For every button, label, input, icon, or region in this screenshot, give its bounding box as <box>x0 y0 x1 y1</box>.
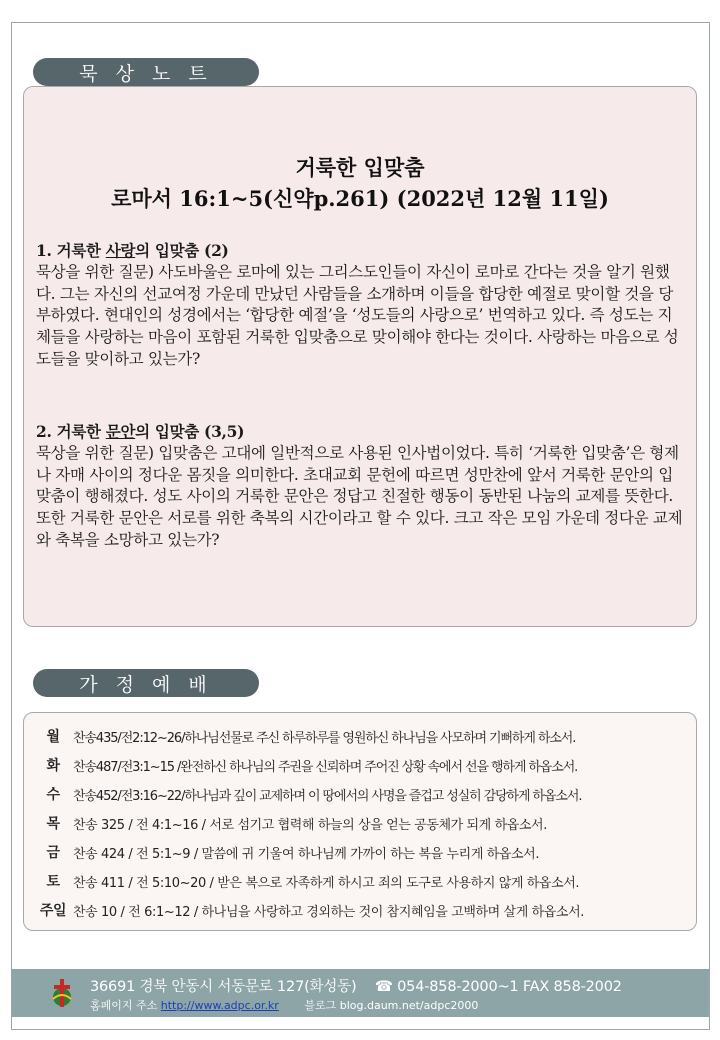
day-text: 찬송 10 / 전 6:1~12 / 하나님을 사랑하고 경외하는 것이 참지혜임을 고백하며 살게 하옵소서. <box>73 904 584 920</box>
day-text: 찬송435/전2:12~26/하나님선물로 주신 하루하루를 영원하신 하나님을 사모하며 기뻐하게 하소서. <box>73 730 576 746</box>
day-label: 수 <box>46 787 60 803</box>
meditation-scripture: 로마서 16:1~5(신약p.261) (2022년 12월 11일) <box>111 186 609 211</box>
church-cross-logo-icon <box>50 977 74 1009</box>
family-worship-row-fri <box>33 840 693 864</box>
footer-contact-line <box>90 975 622 996</box>
day-label: 주일 <box>39 903 67 919</box>
meditation-notes-label: 묵 상 노 트 <box>79 62 213 85</box>
part-1-heading: 1. 거룩한 사랑의 입맞춤 (2) <box>36 241 229 260</box>
meditation-part-2 <box>36 421 684 552</box>
footer <box>12 969 709 1017</box>
family-worship-row-mon <box>33 724 693 748</box>
family-worship-header <box>33 669 259 697</box>
family-worship-label: 가 정 예 배 <box>79 673 213 696</box>
part-2-heading: 2. 거룩한 문안의 입맞춤 (3,5) <box>36 422 245 441</box>
footer-address: 36691 경북 안동시 서동문로 127(화성동) <box>90 979 357 995</box>
homepage-label: 홈페이지 주소 <box>90 999 158 1012</box>
family-worship-row-wed <box>33 782 693 806</box>
blog-link[interactable]: blog.daum.net/adpc2000 <box>339 999 479 1012</box>
family-worship-row-tue <box>33 753 693 777</box>
meditation-part-1 <box>36 240 684 371</box>
day-text: 찬송452/전3:16~22/하나님과 깊이 교제하며 이 땅에서의 사명을 즐겁고 성실히 감당하게 하옵소서. <box>73 788 582 804</box>
footer-phone: 054-858-2000~1 FAX 858-2002 <box>397 979 622 995</box>
day-label: 화 <box>46 758 60 774</box>
day-label: 금 <box>46 845 60 861</box>
family-worship-row-sun <box>33 898 693 922</box>
meditation-notes-header <box>33 58 259 86</box>
phone-icon: ☎ <box>374 979 393 995</box>
day-label: 토 <box>46 874 60 890</box>
blog-label: 블로그 <box>304 999 337 1012</box>
day-text: 찬송487/전3:1~15 /완전하신 하나님의 주권을 신뢰하며 주어진 상황 속에서 선을 행하게 하옵소서. <box>73 759 578 775</box>
day-label: 목 <box>46 816 60 832</box>
day-text: 찬송 325 / 전 4:1~16 / 서로 섬기고 협력해 하늘의 상을 얻는 공동체가 되게 하옵소서. <box>73 817 547 833</box>
footer-links-line <box>90 997 478 1013</box>
part-1-body: 묵상을 위한 질문) 사도바울은 로마에 있는 그리스도인들이 자신이 로마로 간다는 것을 알기 원했다. 그는 자신의 선교여정 가운데 만났던 사람들을 소개하며 이들을 합당한 예절로 맞이할 것을 당부하였다. 현대인의 성경에서는 ‘합당한 예절’을 ‘성도들의 사랑으로’ 번역하고 있다. 즉 성도는 지체들을 사랑하는 마음이 포함된 거룩한 입맞춤으로 맞이해야 한다는 것이다. 사랑하는 마음으로 성도들을 맞이하고 있는가? <box>36 262 679 368</box>
day-text: 찬송 411 / 전 5:10~20 / 받은 복으로 자족하게 하시고 죄의 도구로 사용하지 않게 하옵소서. <box>73 875 580 891</box>
homepage-link[interactable]: http://www.adpc.or.kr <box>160 999 279 1012</box>
day-text: 찬송 424 / 전 5:1~9 / 말씀에 귀 기울여 하나님께 가까이 하는 복을 누리게 하옵소서. <box>73 846 540 862</box>
family-worship-row-thu <box>33 811 693 835</box>
meditation-title: 거룩한 입맞춤 <box>295 155 425 180</box>
day-label: 월 <box>46 729 60 745</box>
part-2-body: 묵상을 위한 질문) 입맞춤은 고대에 일반적으로 사용된 인사법이었다. 특히 ‘거룩한 입맞춤’은 형제나 자매 사이의 정다운 몸짓을 의미한다. 초대교회 문헌에 따르면 성만찬에 앞서 거룩한 문안의 입맞춤이 행해졌다. 성도 사이의 거룩한 문안은 정답고 친절한 행동이 동반된 나눔의 교제를 뜻한다. 또한 거룩한 문안은 서로를 위한 축복의 시간이라고 할 수 있다. 크고 작은 모임 가운데 정다운 교제와 축복을 소망하고 있는가? <box>36 443 683 549</box>
family-worship-row-sat <box>33 869 693 893</box>
